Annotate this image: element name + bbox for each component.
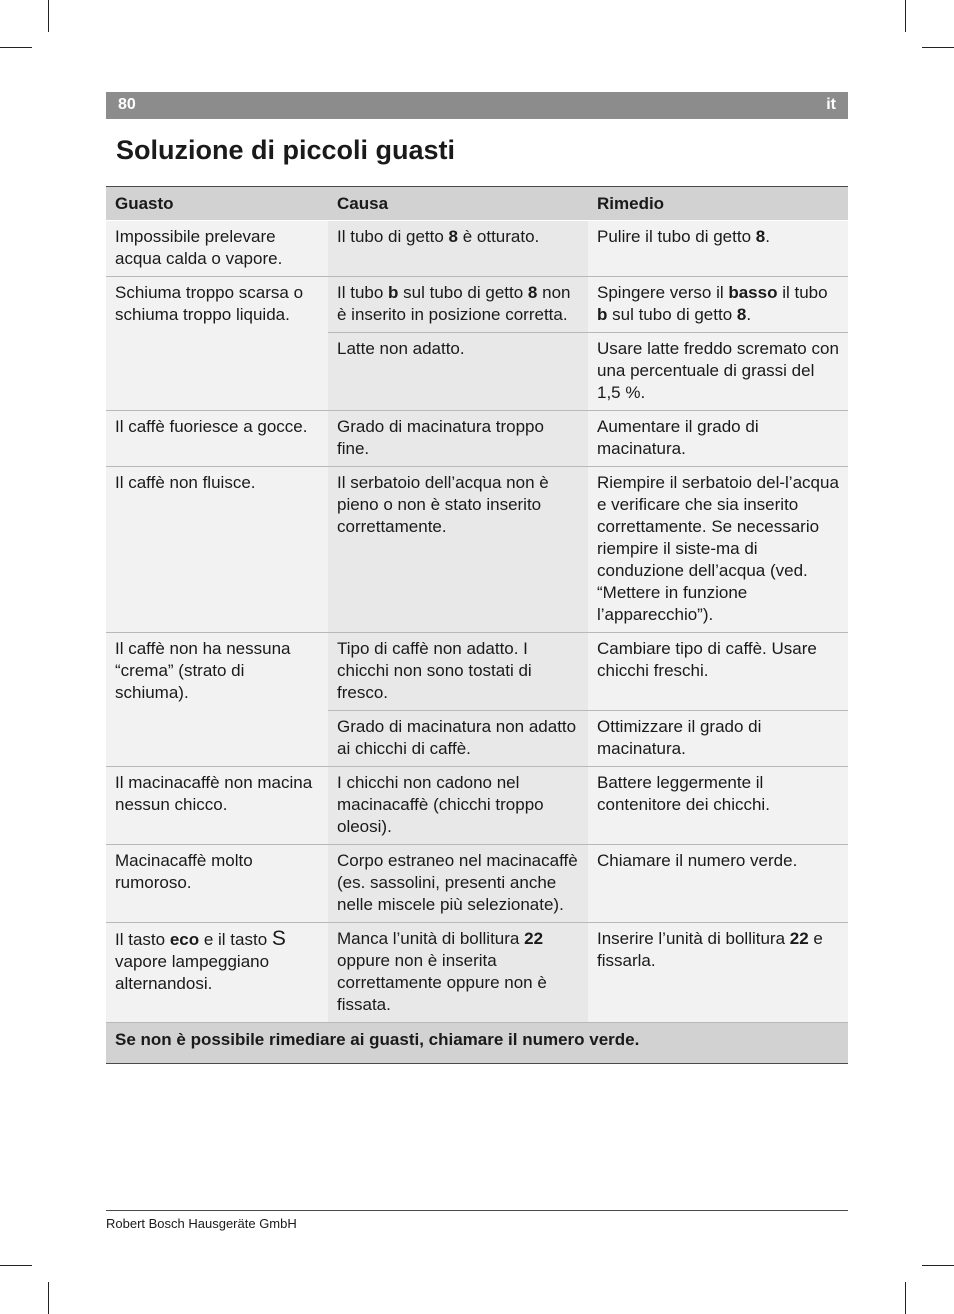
- cause-cell: Tipo di caffè non adatto. I chicchi non sono tostati di fresco.: [328, 633, 588, 711]
- cause-cell: Il tubo b sul tubo di getto 8 non è inserito in posizione corretta.: [328, 277, 588, 333]
- fault-cell: Schiuma troppo scarsa o schiuma troppo liquida.: [106, 277, 328, 411]
- fault-cell: Il macinacaffè non macina nessun chicco.: [106, 767, 328, 845]
- column-header-remedy: Rimedio: [588, 187, 848, 221]
- crop-mark: [48, 1282, 49, 1314]
- crop-mark: [922, 1265, 954, 1266]
- language-code: it: [826, 96, 836, 113]
- table-row: [106, 221, 848, 277]
- cause-cell: I chicchi non cadono nel macinacaffè (chicchi troppo oleosi).: [328, 767, 588, 845]
- remedy-cell: Aumentare il grado di macinatura.: [588, 411, 848, 467]
- crop-mark: [48, 0, 49, 32]
- table-row: [106, 411, 848, 467]
- table-row: [106, 845, 848, 923]
- table-row: [106, 467, 848, 633]
- cause-cell: Il tubo di getto 8 è otturato.: [328, 221, 588, 277]
- cause-cell: Il serbatoio dell’acqua non è pieno o non è stato inserito correttamente.: [328, 467, 588, 633]
- cause-cell: Manca l’unità di bollitura 22 oppure non è inserita correttamente oppure non è fissata.: [328, 923, 588, 1023]
- footer-note: Se non è possibile rimediare ai guasti, chiamare il numero verde.: [106, 1023, 848, 1064]
- page-header-bar: [106, 92, 848, 119]
- table-header-row: [106, 187, 848, 221]
- crop-mark: [0, 47, 32, 48]
- table-row: [106, 923, 848, 1023]
- fault-cell: Impossibile prelevare acqua calda o vapore.: [106, 221, 328, 277]
- steam-symbol-icon: S: [271, 927, 286, 950]
- remedy-cell: Spingere verso il basso il tubo b sul tubo di getto 8.: [588, 277, 848, 333]
- column-header-fault: Guasto: [106, 187, 328, 221]
- cause-cell: Latte non adatto.: [328, 333, 588, 411]
- remedy-cell: Riempire il serbatoio del-l’acqua e verificare che sia inserito correttamente. Se necessario riempire il siste-ma di conduzione dell’acqua (ved. “Mettere in funzione l’apparecchio”).: [588, 467, 848, 633]
- remedy-cell: Inserire l’unità di bollitura 22 e fissarla.: [588, 923, 848, 1023]
- remedy-cell: Cambiare tipo di caffè. Usare chicchi freschi.: [588, 633, 848, 711]
- remedy-cell: Ottimizzare il grado di macinatura.: [588, 711, 848, 767]
- page-number: 80: [118, 96, 136, 113]
- crop-mark: [0, 1265, 32, 1266]
- fault-cell: Il caffè fuoriesce a gocce.: [106, 411, 328, 467]
- page-title: Soluzione di piccoli guasti: [116, 135, 456, 165]
- remedy-cell: Pulire il tubo di getto 8.: [588, 221, 848, 277]
- company-name: Robert Bosch Hausgeräte GmbH: [106, 1216, 297, 1231]
- cause-cell: Grado di macinatura non adatto ai chicchi di caffè.: [328, 711, 588, 767]
- table-footer-row: [106, 1023, 848, 1064]
- remedy-cell: Usare latte freddo scremato con una percentuale di grassi del 1,5 %.: [588, 333, 848, 411]
- fault-cell: Il tasto eco e il tasto S vapore lampeggiano alternandosi.: [106, 923, 328, 1023]
- cause-cell: Corpo estraneo nel macinacaffè (es. sassolini, presenti anche nelle miscele più selezionate).: [328, 845, 588, 923]
- fault-cell: Macinacaffè molto rumoroso.: [106, 845, 328, 923]
- remedy-cell: Battere leggermente il contenitore dei chicchi.: [588, 767, 848, 845]
- fault-cell: Il caffè non ha nessuna “crema” (strato di schiuma).: [106, 633, 328, 767]
- column-header-cause: Causa: [328, 187, 588, 221]
- table-row: [106, 767, 848, 845]
- table-row: [106, 633, 848, 711]
- fault-cell: Il caffè non fluisce.: [106, 467, 328, 633]
- crop-mark: [905, 1282, 906, 1314]
- cause-cell: Grado di macinatura troppo fine.: [328, 411, 588, 467]
- crop-mark: [905, 0, 906, 32]
- crop-mark: [922, 47, 954, 48]
- footer-divider: [106, 1210, 848, 1211]
- remedy-cell: Chiamare il numero verde.: [588, 845, 848, 923]
- table-row: [106, 277, 848, 333]
- troubleshooting-table: [106, 186, 848, 1064]
